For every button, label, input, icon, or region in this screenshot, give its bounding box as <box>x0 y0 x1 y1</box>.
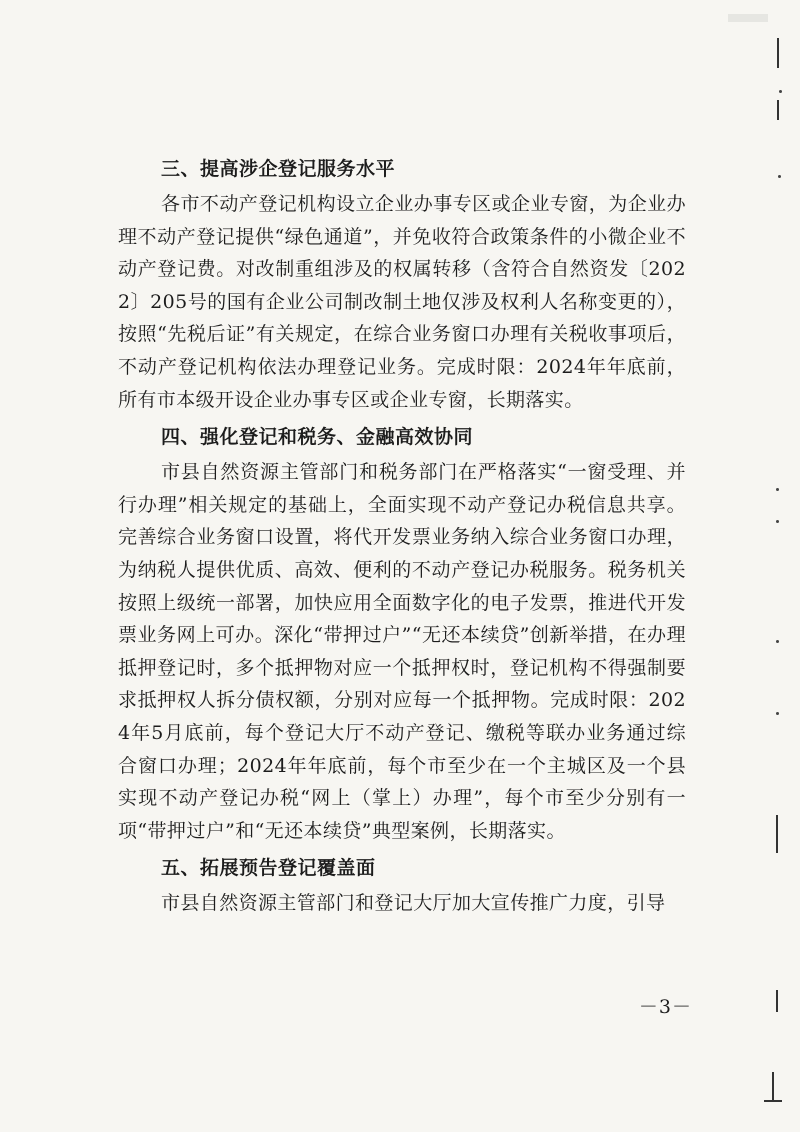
section-paragraph-4: 市县自然资源主管部门和税务部门在严格落实“一窗受理、并行办理”相关规定的基础上，全面实现不动产登记办税信息共享。完善综合业务窗口设置，将代开发票业务纳入综合业务窗口办理，为纳税人提供优质、高效、便利的不动产登记办税服务。税务机关按照上级统一部署，加快应用全面数字化的电子发票，推进代开发票业务网上可办。深化“带押过户”“无还本续贷”创新举措，在办理抵押登记时，多个抵押物对应一个抵押权时，登记机构不得强制要求抵押权人拆分债权额，分别对应每一个抵押物。完成时限：2024年5月底前，每个登记大厅不动产登记、缴税等联办业务通过综合窗口办理；2024年年底前，每个市至少在一个主城区及一个县实现不动产登记办税“网上（掌上）办理”，每个市至少分别有一项“带押过户”和“无还本续贷”典型案例，长期落实。 <box>118 461 686 842</box>
binding-mark <box>776 990 778 1012</box>
binding-dot <box>776 712 779 715</box>
section-paragraph-5: 市县自然资源主管部门和登记大厅加大宣传推广力度，引导 <box>161 892 666 915</box>
scan-smudge <box>728 14 768 22</box>
binding-mark <box>776 815 778 853</box>
binding-dot <box>776 488 779 491</box>
binding-dot <box>776 520 779 523</box>
section-heading-5: 五、拓展预告登记覆盖面 <box>161 857 376 880</box>
binding-mark <box>772 1072 774 1102</box>
document-body <box>118 150 686 920</box>
section-paragraph-3: 各市不动产登记机构设立企业办事专区或企业专窗，为企业办理不动产登记提供“绿色通道”，并免收符合政策条件的小微企业不动产登记费。对改制重组涉及的权属转移（含符合自然资发〔2022〕205号的国有企业公司制改制土地仅涉及权利人名称变更的），按照“先税后证”有关规定，在综合业务窗口办理有关税收事项后，不动产登记机构依法办理登记业务。完成时限：2024年年底前，所有市本级开设企业办事专区或企业专窗，长期落实。 <box>118 193 686 411</box>
section-heading-3: 三、提高涉企登记服务水平 <box>161 158 396 180</box>
binding-mark <box>777 100 779 120</box>
binding-mark <box>764 1100 782 1102</box>
binding-mark <box>777 38 779 68</box>
section-heading-4: 四、强化登记和税务、金融高效协同 <box>161 426 474 449</box>
binding-dot <box>776 640 779 643</box>
binding-dot <box>778 175 781 178</box>
binding-dot <box>779 90 782 93</box>
page-number: －3－ <box>638 996 692 1018</box>
